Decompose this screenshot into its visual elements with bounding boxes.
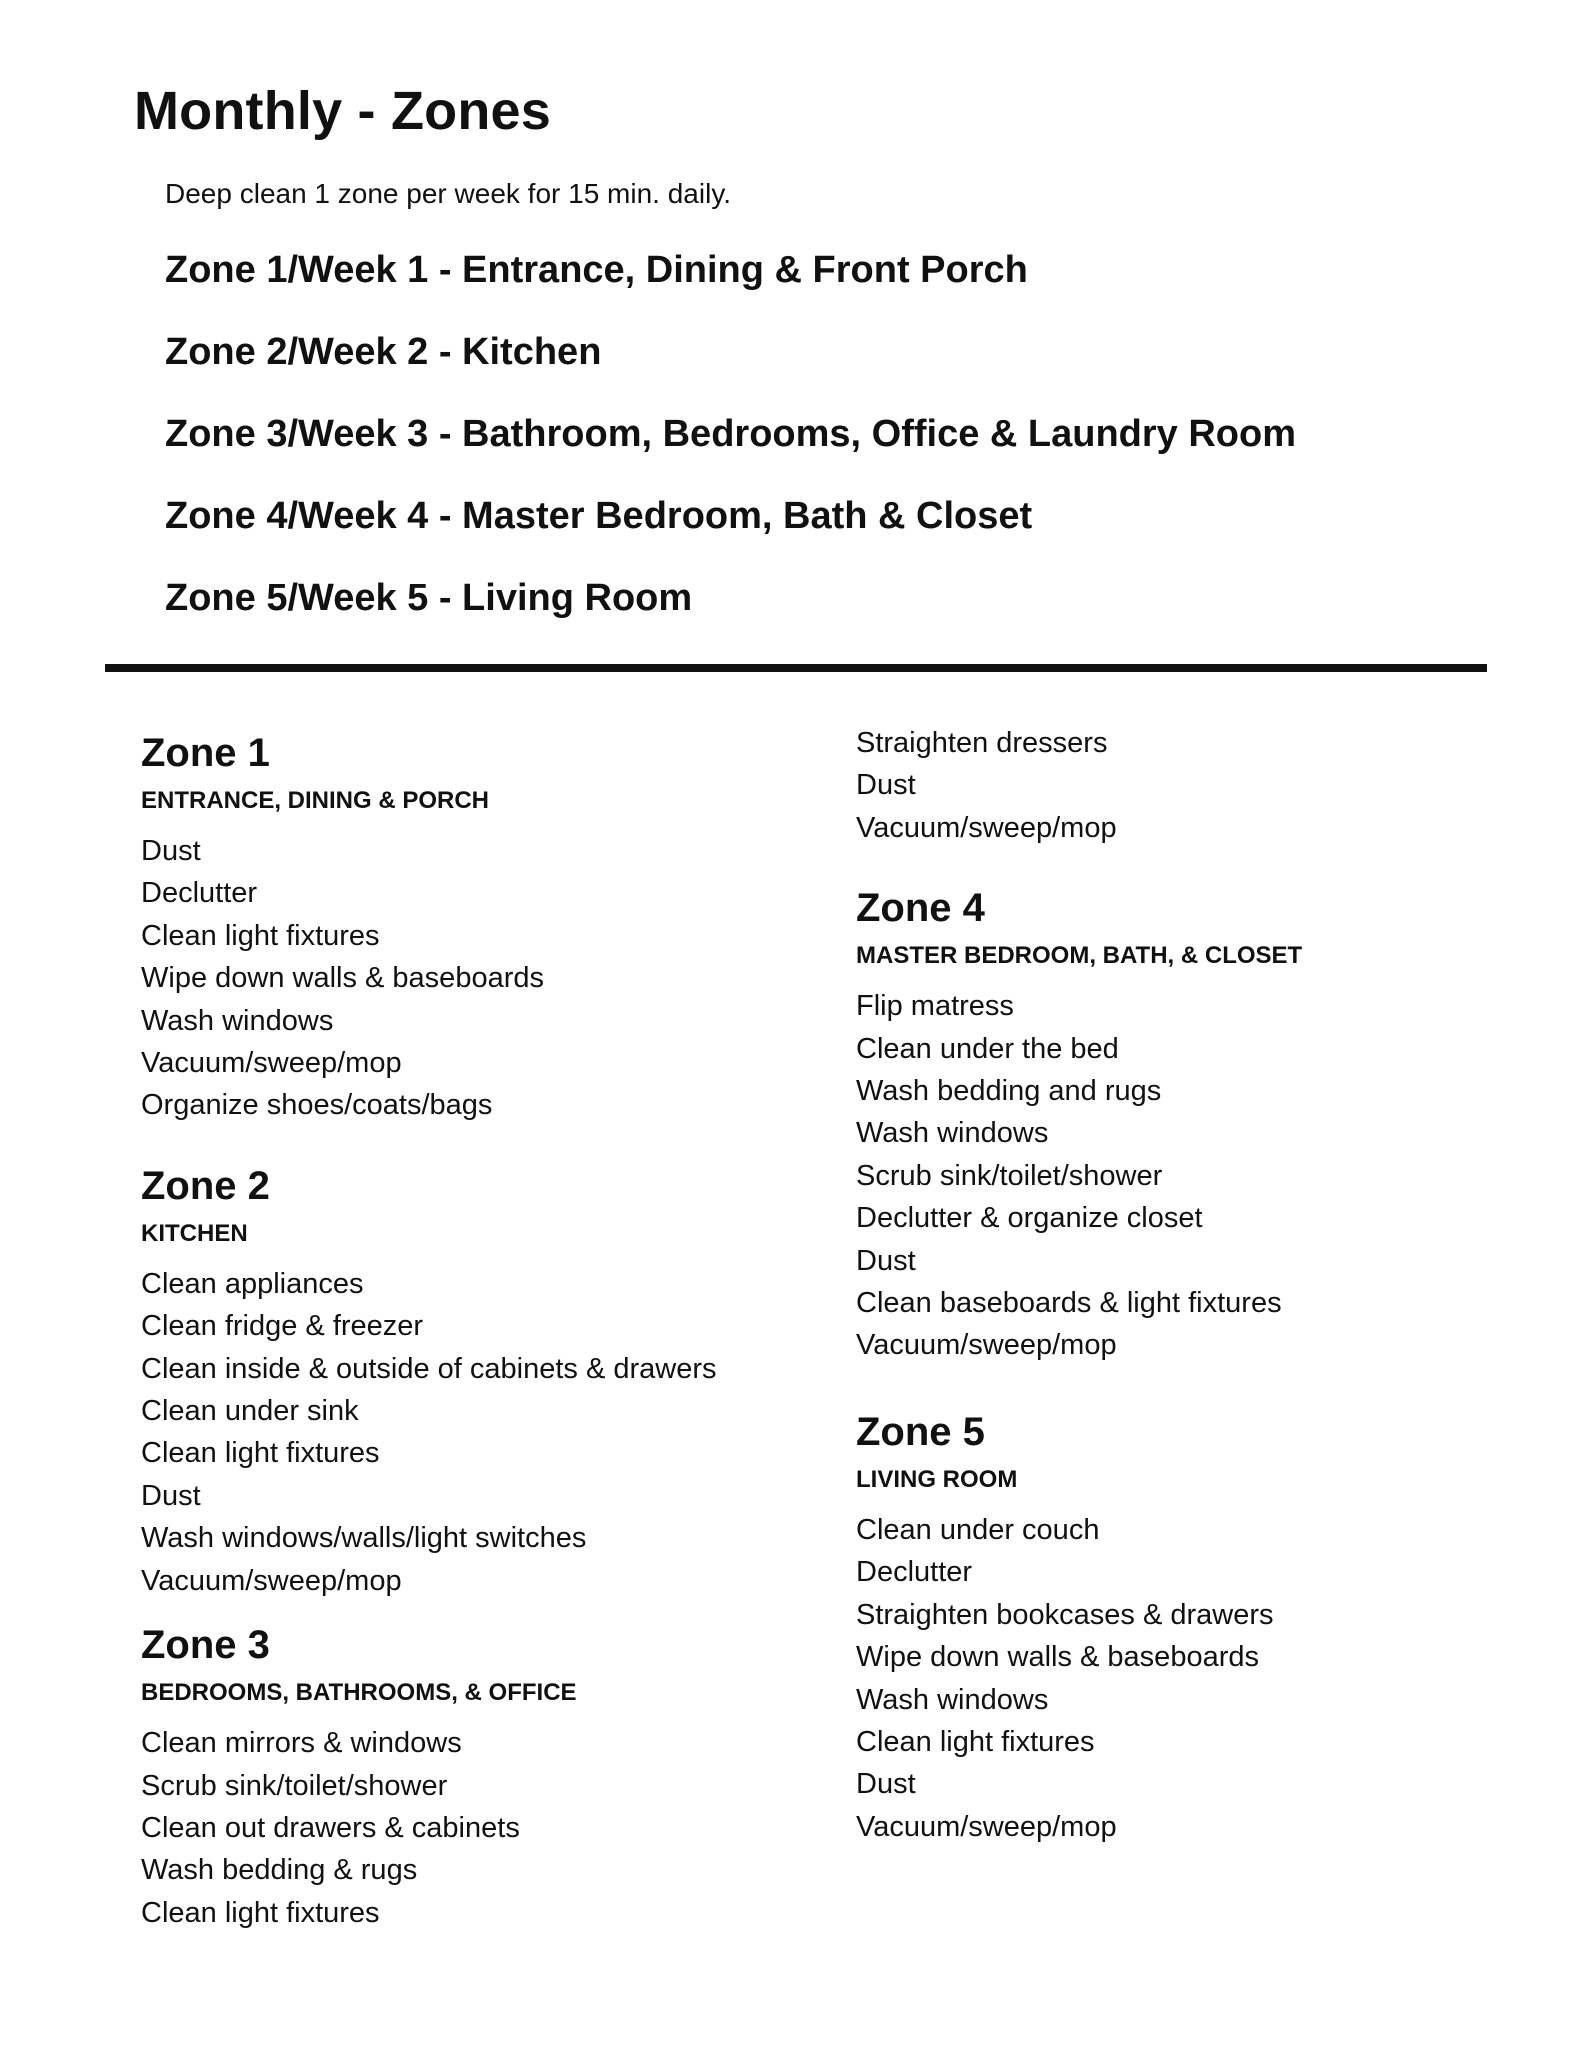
- page-title: Monthly - Zones: [134, 81, 551, 141]
- task-item: Wash windows: [141, 1004, 334, 1037]
- zone-3-title: Zone 3: [141, 1623, 270, 1668]
- task-item: Clean mirrors & windows: [141, 1727, 462, 1760]
- schedule-item: Zone 2/Week 2 - Kitchen: [165, 331, 602, 373]
- zone-4-task-list: [856, 985, 1536, 1367]
- zone-2-subtitle: KITCHEN: [141, 1219, 248, 1247]
- task-item: Clean light fixtures: [141, 919, 380, 952]
- zone-1-task-list: [141, 830, 821, 1127]
- zone-4-section: [856, 877, 1536, 1367]
- task-item: Wipe down walls & baseboards: [141, 962, 544, 995]
- zone-5-title: Zone 5: [856, 1409, 985, 1454]
- task-item: Declutter: [856, 1556, 973, 1589]
- task-item: Wipe down walls & baseboards: [856, 1641, 1259, 1674]
- task-item: Vacuum/sweep/mop: [856, 1810, 1117, 1843]
- task-item: Clean fridge & freezer: [141, 1310, 424, 1343]
- zone-3-subtitle: BEDROOMS, BATHROOMS, & OFFICE: [141, 1679, 577, 1707]
- zone-5-subtitle: LIVING ROOM: [856, 1465, 1018, 1493]
- task-item: Vacuum/sweep/mop: [141, 1564, 402, 1597]
- task-item: Straighten dressers: [856, 727, 1108, 759]
- task-item: Clean under the bed: [856, 1032, 1119, 1065]
- task-item: Scrub sink/toilet/shower: [856, 1159, 1163, 1192]
- task-item: Declutter & organize closet: [856, 1202, 1203, 1235]
- task-item: Clean light fixtures: [856, 1725, 1095, 1758]
- zone-3-section: [141, 1614, 821, 1934]
- task-item: Clean inside & outside of cabinets & drawers: [141, 1352, 717, 1385]
- task-item: Vacuum/sweep/mop: [856, 1329, 1117, 1362]
- task-item: Wash windows/walls/light switches: [141, 1522, 587, 1555]
- task-item: Clean under couch: [856, 1513, 1100, 1546]
- task-item: Clean out drawers & cabinets: [141, 1811, 520, 1844]
- zone-1-subtitle: ENTRANCE, DINING & PORCH: [141, 787, 490, 814]
- task-item: Dust: [856, 1768, 916, 1801]
- task-item: Clean light fixtures: [141, 1437, 380, 1470]
- task-item: Vacuum/sweep/mop: [141, 1047, 402, 1080]
- zone-1-title: Zone 1: [141, 731, 270, 775]
- schedule-item: Zone 3/Week 3 - Bathroom, Bedrooms, Office & Laundry Room: [165, 413, 1297, 455]
- task-item: Dust: [856, 769, 916, 802]
- zone-5-task-list: [856, 1509, 1536, 1848]
- task-item: Clean light fixtures: [141, 1896, 380, 1929]
- zone-5-section: [856, 1401, 1536, 1848]
- task-item: Wash windows: [856, 1683, 1049, 1716]
- zone-1-section: [141, 722, 821, 1127]
- task-item: Wash bedding & rugs: [141, 1854, 418, 1887]
- task-item: Scrub sink/toilet/shower: [141, 1769, 448, 1802]
- intro-text: Deep clean 1 zone per week for 15 min. daily.: [165, 178, 732, 209]
- task-item: Dust: [856, 1244, 916, 1277]
- task-item: Clean baseboards & light fixtures: [856, 1287, 1282, 1320]
- zone-3-task-list: [141, 1722, 821, 1934]
- task-item: Declutter: [141, 877, 258, 910]
- section-divider: [105, 664, 1487, 672]
- task-item: Wash bedding and rugs: [856, 1075, 1162, 1108]
- schedule-item: Zone 1/Week 1 - Entrance, Dining & Front Porch: [165, 249, 1028, 291]
- task-item: Straighten bookcases & drawers: [856, 1598, 1274, 1631]
- zone-2-section: [141, 1155, 821, 1602]
- task-item: Wash windows: [856, 1117, 1049, 1150]
- schedule-item: Zone 4/Week 4 - Master Bedroom, Bath & Closet: [165, 495, 1033, 537]
- zone-3-task-list-continued: [856, 722, 1536, 849]
- task-item: Dust: [141, 835, 201, 867]
- zone-2-task-list: [141, 1263, 821, 1602]
- left-column: [141, 722, 821, 1934]
- right-column: [856, 722, 1536, 1848]
- schedule-item: Zone 5/Week 5 - Living Room: [165, 577, 693, 619]
- task-item: Organize shoes/coats/bags: [141, 1089, 493, 1122]
- task-item: Vacuum/sweep/mop: [856, 811, 1117, 844]
- task-item: Clean under sink: [141, 1395, 359, 1428]
- zone-2-title: Zone 2: [141, 1163, 270, 1208]
- task-item: Clean appliances: [141, 1267, 364, 1300]
- task-item: Flip matress: [856, 990, 1014, 1023]
- zone-4-subtitle: MASTER BEDROOM, BATH, & CLOSET: [856, 942, 1303, 970]
- zone-4-title: Zone 4: [856, 886, 985, 931]
- zone-schedule: [165, 238, 1296, 648]
- task-item: Dust: [141, 1479, 201, 1512]
